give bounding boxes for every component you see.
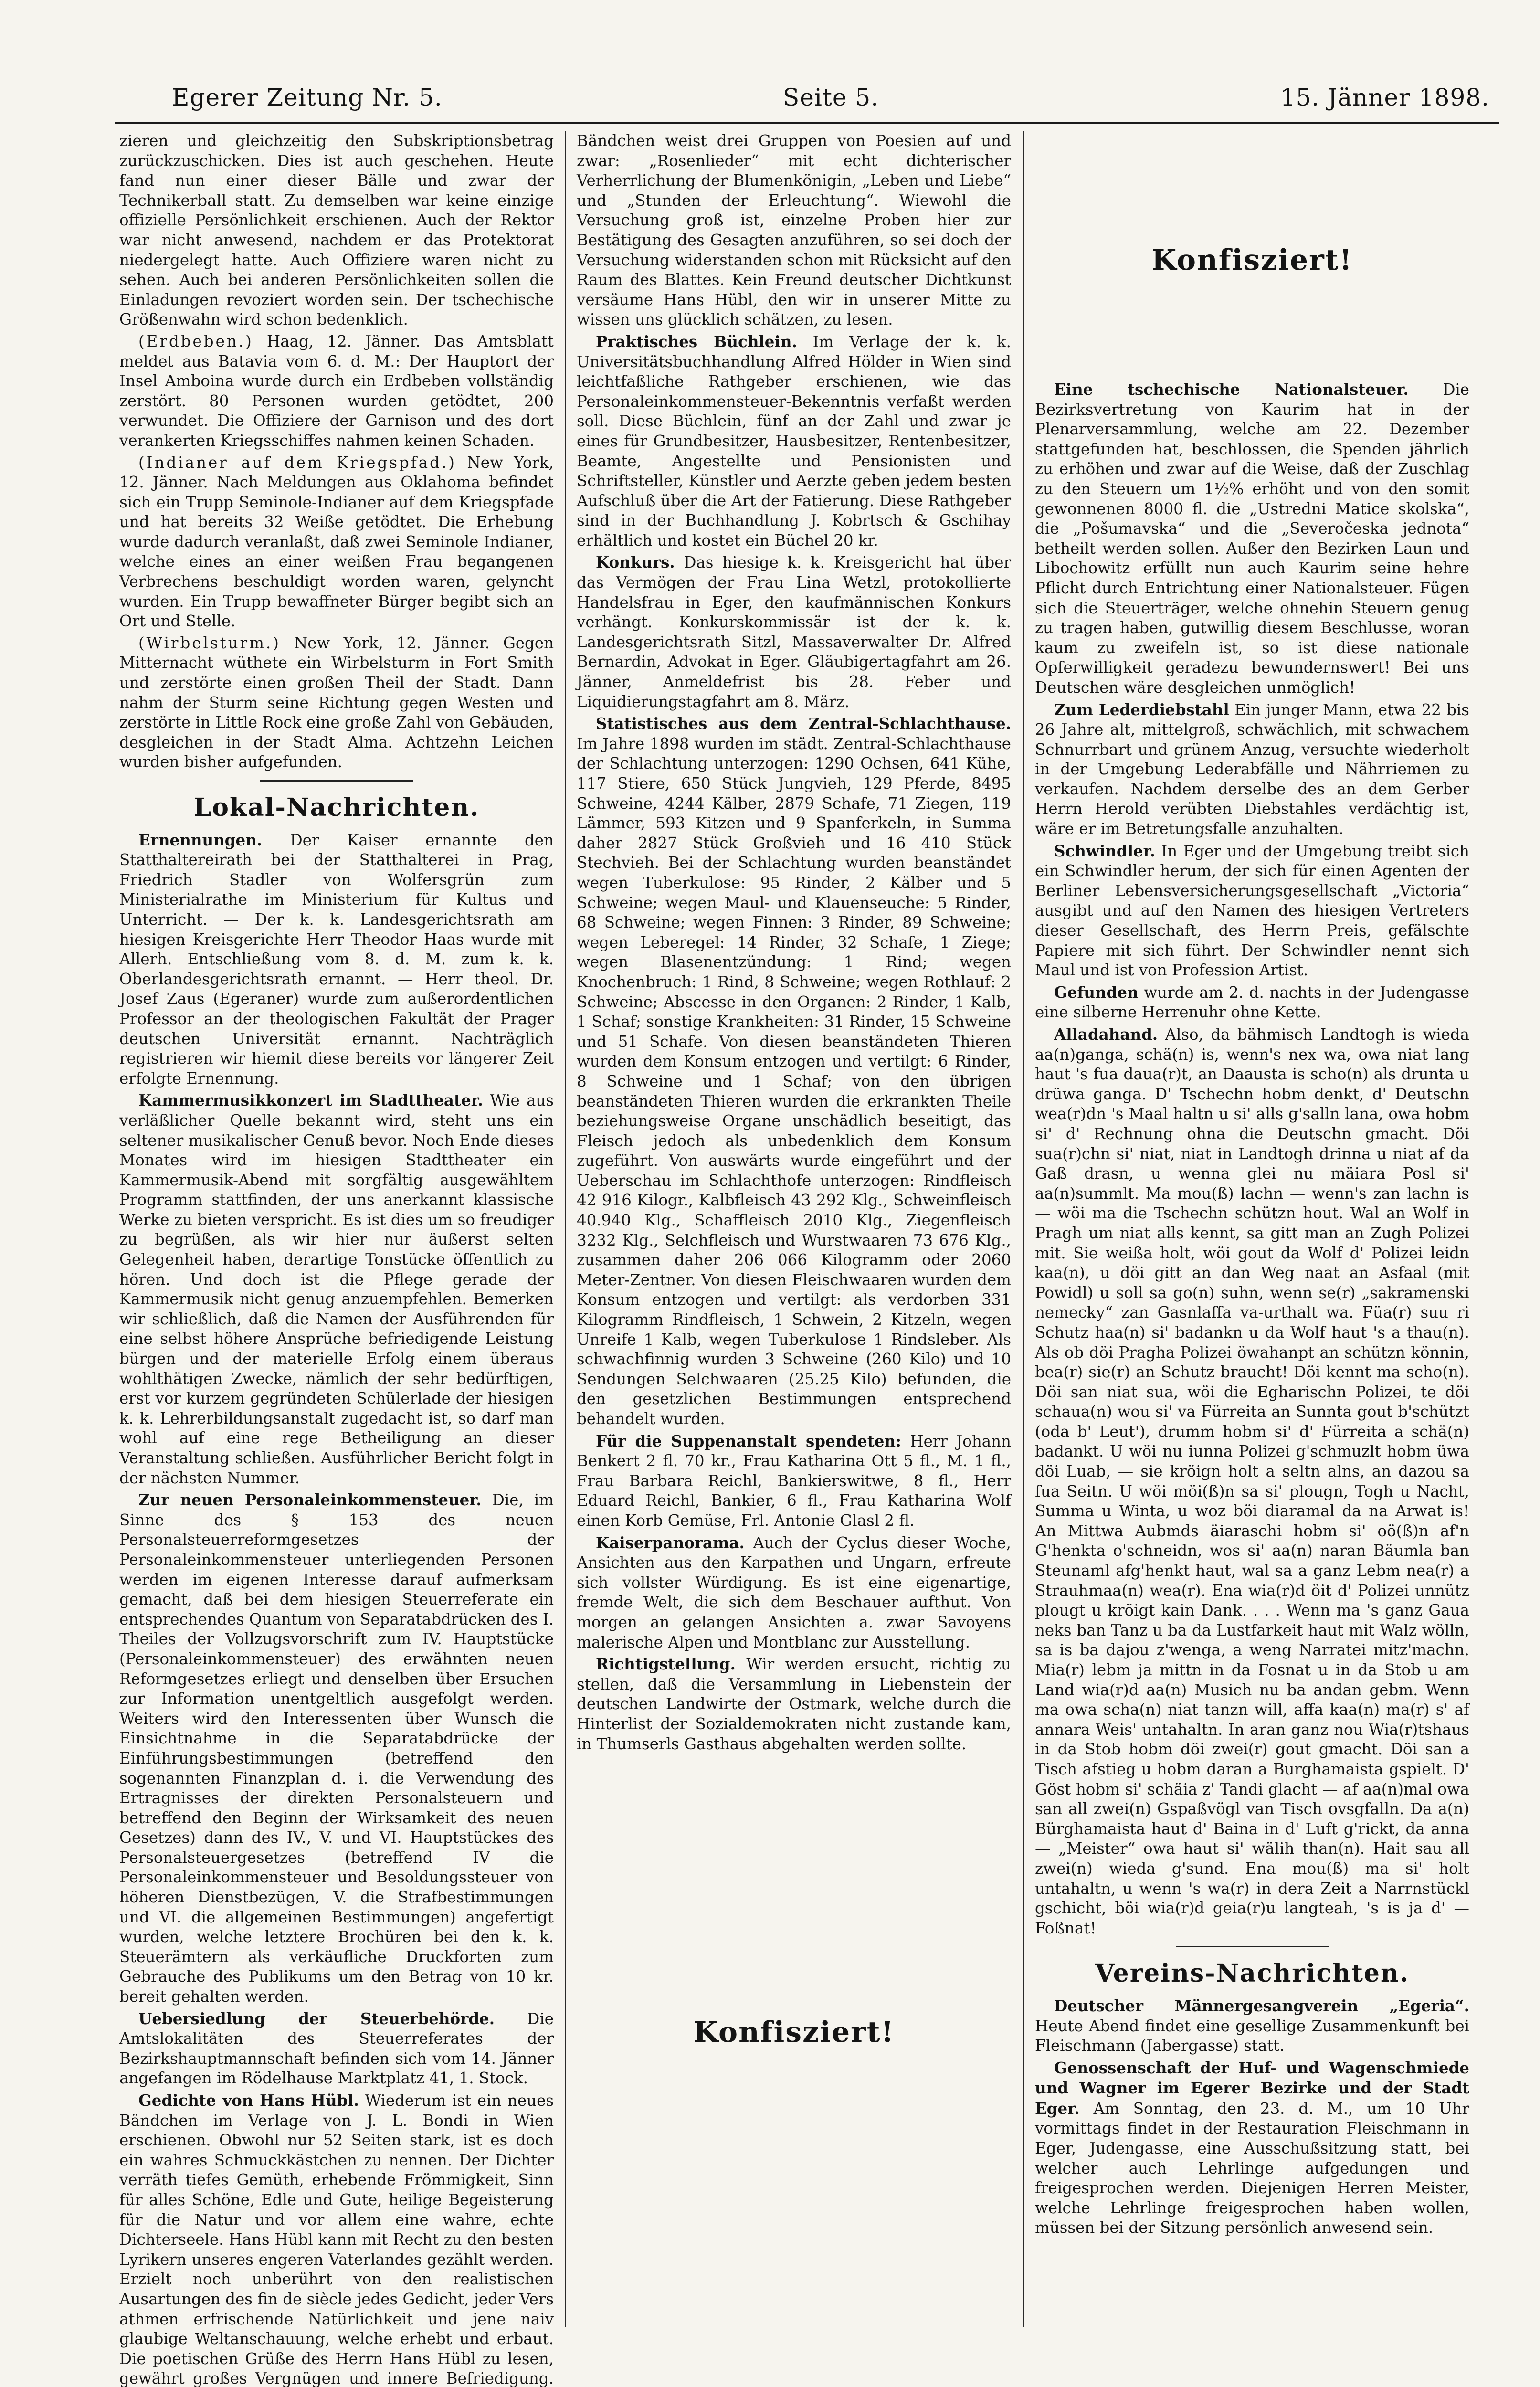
article-lead: Genossenschaft der Huf- und Wagenschmiede und Wagner im Egerer Bezirke und der Stadt Eger. bbox=[1035, 2058, 1469, 2118]
article-egeria bbox=[1035, 1996, 1469, 2056]
article-body: New York, 12. Jänner. Gegen Mitternacht wüthete ein Wirbelsturm in Fort Smith und zerstörte einen großen Theil der Stadt. Dann nahm der Sturm seine Richtung gegen Westen und zerstörte in Little Rock eine große Zahl von Gebäuden, desgleichen in der Stadt Alma. Achtzehn Leichen wurden bisher aufgefunden. bbox=[119, 634, 554, 771]
article-body: Ein junger Mann, etwa 22 bis 26 Jahre alt, mittelgroß, schwächlich, mit schwachem Schnurrbart und grünem Anzug, versuchte wiederholt in der Umgebung Lederabfälle und Nährriemen zu verkaufen. Nachdem derselbe des an dem Gerber Herrn Herold verübten Diebstahles verdächtig ist, wäre er im Betretungsfalle anzuhalten. bbox=[1035, 700, 1469, 838]
article-gedichte bbox=[119, 2091, 554, 2387]
column-2 bbox=[577, 131, 1011, 2327]
article-kaiserpanorama bbox=[577, 1533, 1011, 1653]
article-lead: Eine tschechische Nationalsteuer. bbox=[1054, 380, 1409, 399]
article-lead: Deutscher Männergesangverein „Egeria“. bbox=[1054, 1996, 1469, 2015]
article-richtigstellung bbox=[577, 1654, 1011, 1754]
article-genossenschaft bbox=[1035, 2058, 1469, 2238]
article-statistik bbox=[577, 714, 1011, 1429]
article-lead: (Indianer auf dem Kriegspfad.) bbox=[138, 453, 456, 472]
konfisziert-notice: Konfisziert! bbox=[693, 2015, 895, 2049]
page-header bbox=[115, 84, 1499, 122]
article-lead: Gefunden bbox=[1054, 982, 1139, 1002]
article-body: Wiederum ist ein neues Bändchen im Verlage von J. L. Bondi in Wien erschienen. Obwohl nur 52 Seiten stark, ist es doch ein wahres Schmuckkästchen zu nennen. Der Dichter verräth tiefes Gemüth, erhebende Frömmigkeit, Sinn für alles Schöne, Edle und Gute, heilige Begeisterung für die Natur und vor allem eine wahre, echte Dichterseele. Hans Hübl kann mit Recht zu den besten Lyrikern unseres engeren Vaterlandes gezählt werden. Erzielt noch unberührt von den realistischen Ausartungen des fin de siècle jedes Gedicht, jeder Vers athmen erfrischende Natürlichkeit und jene naiv glaubige Weltanschauung, welche erhebt und erbaut. Die poetischen Grüße des Herrn Hans Hübl zu lesen, gewährt großes Vergnügen und innere Befriedigung. bbox=[119, 2091, 554, 2387]
article-body: Herr Johann Benkert 2 fl. 70 kr., Frau Katharina Ott 5 fl., M. 1 fl., Frau Barbara Reichl, Bankierswitwe, 8 fl., Herr Eduard Reichl, Bankier, 6 fl., Frau Katharina Wolf einen Korb Gemüse, Frl. Antonie Glasl 2 fl. bbox=[577, 1432, 1011, 1530]
article-personalsteuer bbox=[119, 1490, 554, 2007]
article-lead: Zum Lederdiebstahl bbox=[1054, 700, 1229, 719]
issue-date: 15. Jänner 1898. bbox=[1280, 84, 1489, 111]
column-divider bbox=[1023, 131, 1024, 2327]
article-wirbelsturm bbox=[119, 634, 554, 772]
section-rule bbox=[260, 780, 413, 782]
article-lead: Kaiserpanorama. bbox=[596, 1533, 745, 1552]
article-continuation: Bändchen weist drei Gruppen von Poesien auf und zwar: „Rosenlieder“ mit echt dichterischer Verherrlichung der Blumenkönigin, „Leben und Liebe“ und „Stunden der Erleuchtung“. Wiewohl die Versuchung groß ist, einzelne Proben hier zur Bestätigung des Gesagten anzuführen, so sei doch der Versuchung widerstanden schon mit Rücksicht auf den Raum des Blattes. Kein Freund deutscher Dichtkunst versäume Hans Hübl, den wir in unserer Mitte zu wissen uns glücklich schätzen, zu lesen. bbox=[577, 132, 1011, 329]
article-continuation: zieren und gleichzeitig den Subskriptionsbetrag zurückzuschicken. Dies ist auch geschehen. Heute fand nun einer dieser Bälle und zwar der Technikerball statt. Zu demselben war keine einzige offizielle Persönlichkeit erschienen. Auch der Rektor war nicht anwesend, nachdem er das Protektorat niedergelegt hatte. Auch Offiziere waren nicht zu sehen. Auch bei anderen Persönlichkeiten sollen die Einladungen revoziert worden sein. Der tschechische Größenwahn wird schon bedenklich. bbox=[119, 132, 554, 329]
article-lead: Zur neuen Personaleinkommensteuer. bbox=[138, 1490, 482, 1510]
article-lead: Alladahand. bbox=[1054, 1025, 1158, 1044]
article-body: Am Sonntag, den 23. d. M., um 10 Uhr vormittags findet in der Restauration Fleischmann in Eger, Judengasse, eine Ausschußsitzung statt, bei welcher auch Lehrlinge aufgedungen und freigesprochen werden. Diejenigen Herren Meister, welche Lehrlinge freigesprochen haben wollen, müssen bei der Sitzung persönlich anwesend sein. bbox=[1035, 2099, 1469, 2237]
konfisziert-notice: Konfisziert! bbox=[1151, 243, 1353, 277]
article-erdbeben bbox=[119, 332, 554, 451]
article-lead: (Erdbeben.) bbox=[138, 332, 253, 350]
article-lead: Ernennungen. bbox=[138, 830, 263, 849]
article-body: Die Bezirksvertretung von Kaurim hat in der Plenarversammlung, welche am 22. Dezember stattgefunden hat, beschlossen, die Spenden jährlich zu erhöhen und zwar auf die Weise, daß der Zuschlag zu den Steuern um 1½% erhöht und von den somit gewonnenen 8000 fl. die „Ustredni Matice skolska“, die „Pošumavska“ und die „Severočeska jednota“ betheilt werden sollen. Außer den Bezirken Laun und Libochowitz erfüllt nun auch Kaurim seine hehre Pflicht durch Entrichtung einer Nationalsteuer. Fügen sich die Steuerträger, welche ohnehin Steuern genug zu tragen haben, gutwillig diesem Beschlusse, woran kaum zu zweifeln ist, so ist diese nationale Opferwilligkeit geradezu bewundernswert! Bei uns Deutschen wäre desgleichen unmöglich! bbox=[1035, 380, 1469, 697]
article-lead: Gedichte von Hans Hübl. bbox=[138, 2091, 359, 2110]
article-body: Der Kaiser ernannte den Statthaltereirath bei der Statthalterei in Prag, Friedrich Stadler von Wolfersgrün zum Ministerialrathe im Ministerium für Kultus und Unterricht. — Der k. k. Landesgerichtsrath am hiesigen Kreisgerichte Herr Theodor Haas wurde mit Allerh. Entschließung vom 8. d. M. zum k. k. Oberlandesgerichtsrath ernannt. — Herr theol. Dr. Josef Zaus (Egeraner) wurde zum außerordentlichen Professor an der theologischen Fakultät der Prager deutschen Universität ernannt. Nachträglich registrieren wir hiemit diese bereits vor längerer Zeit erfolgte Ernennung. bbox=[119, 831, 554, 1088]
article-body: Also, da bähmisch Landtogh is wieda aa(n)ganga, schä(n) is, wenn's nex wa, owa niat lang haut 's fua daua(r)t, an Daausta is scho(n) als drunta u drüwa ganga. D' Tschechn hobm denkt, d' Deutschn wea(r)dn 's Maal haltn u si' alls g'salln lana, owa hobm si' d' Rechnung ohna die Deutschn gmacht. Döi sua(r)chn si' niat, niat in Landtogh drinna u niat af da Gaß drasn, u wenna glei nu mäiara Posl si' aa(n)summlt. Ma mou(ß) lachn — wenn's zan lachn is — wöi ma die Tschechn schützn hout. Wal an Wolf in Pragh um niat alls kennt, sa gitt man an Zugh Polizei mit. Sie weißa holt, wöi gout da Wolf d' Polizei leidn kaa(n), u döi gitt an dan Weg naat an Asfaal (mit Powidl) u soll sa go(n) suhn, wenn se(r) „sakramenski nemecky“ zan Gasnlaffa va-urthalt wa. Füa(r) suu ri Schutz haa(n) si' badankn u da Wolf haut 's a thau(n). Als ob döi Pragha Polizei öwahanpt an schützn könnin, bea(r) sie(r) an Schutz braucht! Döi kennt ma scho(n). Döi san niat sua, wöi die Egharischn Polizei, te döi schaua(n) wou si' va Fürreita an Sunnta gout b'schützt (oda b' Leut'), drumm hobm si' d' Fürreita a schä(n) badankt. U wöi nu iunna Polizei g'schmuzlt hobm üwa döi Luab, — sie kröign holt a seltn alns, an dazou sa fua Seitn. U wöi möi(ß)n sa si' plougn, Togh u Nacht, Summa u Winta, u woz böi diaramal da na Arwat is! An Mittwa Aubmds äiaraschi hobm si' oö(ß)n af'n G'henkta o'schneidn, wos si' aa(n) naran Bäumla ban Steunaml afg'henkt haut, wal sa a ganz Lebm nea(r) a Strauhmaa(n) wea(r). Ena wia(r)d öit d' Polizei unnütz plougt u kröigt kain Dank. . . . Wenn ma 's ganz Gaua neks ban Tanz u ba da Lustfarkeit haut mit Walz wölln, sa is ba dajou z'wenga, a weng Narratei mitz'machn. Mia(r) lebm ja mittn in da Fosnat u in da Stob u am Land wia(r)d aa(n) Musich nu ba andan gebm. Wenn ma owa scha(n) niat tanzn will, affa kaa(n) ma(r) s' af annara Weis' untahaltn. In aran ganz nou Wia(r)tshaus in da Stob hobm döi zwei(r) gout gmacht. Döi san a Tisch afstieg u hobm daran a Burghamaista gspielt. D' Göst hobm si' schäia z' Tandi glacht — af aa(n)mal owa san all zwei(n) Gspaßvögl van Tisch ovsgfalln. Da a(n) Bürghamaista haut d' Baina in d' Luft g'rickt, da anna — „Meister“ owa haut si' wälih than(n). Hait sau all zwei(n) wieda g'sund. Ena mou(ß) ma si' holt untahaltn, u wenn 's wa(r) in dera Zeit a Narrnstückl gschicht, böi wia(r)d geia(r)u langteah, 's is ja d' — Foßnat! bbox=[1035, 1025, 1469, 1937]
article-ernennungen bbox=[119, 830, 554, 1089]
article-body: Wie aus verläßlicher Quelle bekannt wird, steht uns ein seltener musikalischer Genuß bevor. Noch Ende dieses Monates wird im hiesigen Stadttheater ein Kammermusik-Abend mit sorgfältig ausgewähltem Programm stattfinden, der uns anerkannt klassische Werke zu bieten verspricht. Es ist dies um so freudiger zu begrüßen, als wir hier nur äußerst selten Gelegenheit haben, derartige Tonstücke öffentlich zu hören. Und doch ist die Pflege gerade der Kammermusik nicht genug anzuempfehlen. Bemerken wir schließlich, daß die Namen der Ausführenden für eine selbst höhere Ansprüche befriedigende Leistung bürgen und der materielle Erfolg einem überaus wohlthätigen Zwecke, nämlich der sehr bedürftigen, erst vor kurzem gegründeten Schülerlade der hiesigen k. k. Lehrerbildungsanstalt zugedacht ist, so darf man wohl auf eine rege Betheiligung an dieser Veranstaltung schließen. Ausführlicher Bericht folgt in der nächsten Nummer. bbox=[119, 1091, 554, 1487]
article-body: New York, 12. Jänner. Nach Meldungen aus Oklahoma befindet sich ein Trupp Seminole-Indianer auf dem Kriegspfade und hat bereits 32 Weiße getödtet. Die Erhebung wurde dadurch veranlaßt, daß zwei Seminole Indianer, welche eines an einer weißen Frau begangenen Verbrechens beschuldigt worden waren, gelyncht wurden. Ein Trupp bewaffneter Bürger begibt sich an Ort und Stelle. bbox=[119, 453, 554, 631]
article-schwindler bbox=[1035, 841, 1469, 981]
article-lead: Uebersiedlung der Steuerbehörde. bbox=[138, 2009, 495, 2028]
column-3 bbox=[1035, 131, 1469, 2327]
article-lead: Kammermusikkonzert im Stadttheater. bbox=[138, 1091, 484, 1110]
article-alladahand bbox=[1035, 1025, 1469, 1938]
article-body: In Eger und der Umgebung treibt sich ein Schwindler herum, der sich für einen Agenten der Berliner Lebensversicherungsgesellschaft „Victoria“ ausgibt und auf den Namen des hiesigen Vertreters dieser Gesellschaft, des Herrn Preis, gefälschte Papiere mit sich führt. Der Schwindler nennt sich Maul und ist von Profession Artist. bbox=[1035, 842, 1469, 980]
section-title-lokal: Lokal-Nachrichten. bbox=[193, 793, 480, 822]
section-rule bbox=[1176, 1946, 1329, 1947]
article-lead: (Wirbelsturm.) bbox=[138, 634, 281, 652]
article-indianer bbox=[119, 453, 554, 632]
article-lead: Richtigstellung. bbox=[596, 1655, 736, 1674]
article-body: Heute Abend findet eine gesellige Zusammenkunft bei Fleischmann (Jabergasse) statt. bbox=[1035, 2017, 1469, 2055]
article-lead: Statistisches aus dem Zentral-Schlachthause. bbox=[596, 714, 1011, 733]
column-divider bbox=[565, 131, 566, 2327]
article-body: Die, im Sinne des § 153 des neuen Personalsteuerreformgesetzes der Personaleinkommensteuer unterliegenden Personen werden im eigenen Interesse darauf aufmerksam gemacht, daß bei dem hiesigen Steuerreferate ein entsprechendes Quantum von Separatabdrücken des I. Theiles der Vollzugsvorschrift zum IV. Hauptstücke (Personaleinkommensteuer) des erwähnten neuen Reformgesetzes erliegt und denselben über Ersuchen zur Information unentgeltlich ausgefolgt werden. Weiters wird den Interessenten über Wunsch die Einsichtnahme in die Separatabdrücke der Einführungsbestimmungen (betreffend den sogenannten Finanzplan d. i. die Verwendung des Ertragnisses der direkten Personalsteuern und betreffend den Beginn der Wirksamkeit des neuen Gesetzes) dann des IV., V. und VI. Hauptstückes des Personalsteuergesetzes (betreffend IV die Personaleinkommensteuer und Besoldungssteuer von höheren Dienstbezügen, V. die Strafbestimmungen und VI. die allgemeinen Bestimmungen) angefertigt wurden, welche letztere Brochüren bei den k. k. Steuerämtern als verkäufliche Druckforten zum Gebrauche des Publikums um den Betrag von 10 kr. bereit gehalten werden. bbox=[119, 1491, 554, 2006]
article-body: Das hiesige k. k. Kreisgericht hat über das Vermögen der Frau Lina Wetzl, protokollierte Handelsfrau in Eger, den kaufmännischen Konkurs verhängt. Konkurskommissär ist der k. k. Landesgerichtsrath Sitzl, Massaverwalter Dr. Alfred Bernardin, Advokat in Eger. Gläubigertagfahrt am 26. Jänner, Anmeldefrist bis 28. Feber und Liquidierungstagfahrt am 8. März. bbox=[577, 553, 1011, 711]
article-lead: Praktisches Büchlein. bbox=[596, 332, 797, 351]
article-body: Im Verlage der k. k. Universitätsbuchhandlung Alfred Hölder in Wien sind leichtfaßliche Rathgeber erschienen, wie das Personaleinkommensteuer-Bekenntnis verfaßt werden soll. Diese Büchlein, fünf an der Zahl und zwar je eines für Grundbesitzer, Hausbesitzer, Rentenbesitzer, Beamte, Angestellte und Pensionisten und Schriftsteller, Künstler und Aerzte geben jedem besten Aufschluß über die Art der Fatierung. Diese Rathgeber sind in der Buchhandlung J. Kobrtsch & Gschihay erhältlich und kostet ein Büchel 20 kr. bbox=[577, 332, 1011, 549]
article-lead: Konkurs. bbox=[596, 553, 675, 572]
article-kammermusik bbox=[119, 1090, 554, 1488]
article-body: wurde am 2. d. nachts in der Judengasse eine silberne Herrenuhr ohne Kette. bbox=[1035, 983, 1469, 1022]
article-body: Auch der Cyclus dieser Woche, Ansichten aus den Karpathen und Ungarn, erfreute sich vollster Würdigung. Es ist eine eigenartige, fremde Welt, die sich dem Beschauer aufthut. Von morgen an gelangen Ansichten a. zwar Savoyens malerische Alpen und Montblanc zur Ausstellung. bbox=[577, 1533, 1011, 1651]
article-konkurs bbox=[577, 552, 1011, 712]
article-body: Haag, 12. Jänner. Das Amtsblatt meldet aus Batavia vom 6. d. M.: Der Hauptort der Insel Amboina wurde durch ein Erdbeben vollständig zerstört. 80 Personen wurden getödtet, 200 verwundet. Die Offiziere der Garnison und des dort verankerten Kriegsschiffes nahmen keinen Schaden. bbox=[119, 332, 554, 450]
article-uebersiedlung bbox=[119, 2009, 554, 2089]
article-gefunden bbox=[1035, 982, 1469, 1023]
column-1 bbox=[119, 131, 554, 2387]
section-title-vereine: Vereins-Nachrichten. bbox=[1095, 1959, 1409, 1988]
article-lead: Schwindler. bbox=[1054, 841, 1156, 860]
header-rule bbox=[115, 122, 1499, 124]
article-body: Wir werden ersucht, richtig zu stellen, daß die Versammlung in Liebenstein der deutschen Landwirte der Ostmark, welche durch die Hinterlist der Sozialdemokraten nicht zustande kam, in Thumserls Gasthaus abgehalten werden sollte. bbox=[577, 1655, 1011, 1753]
article-lederdiebstahl bbox=[1035, 700, 1469, 839]
article-nationalsteuer bbox=[1035, 380, 1469, 698]
page-number: Seite 5. bbox=[783, 84, 879, 111]
article-suppenanstalt bbox=[577, 1431, 1011, 1531]
article-buechlein bbox=[577, 332, 1011, 551]
article-lead: Für die Suppenanstalt spendeten: bbox=[596, 1431, 902, 1450]
newspaper-name: Egerer Zeitung Nr. 5. bbox=[172, 84, 443, 111]
article-body: Im Jahre 1898 wurden im städt. Zentral-Schlachthause der Schlachtung unterzogen: 1290 Ochsen, 641 Kühe, 117 Stiere, 650 Stück Jungvieh, 129 Pferde, 8495 Schweine, 4244 Kälber, 2879 Schafe, 71 Ziegen, 119 Lämmer, 593 Kitzen und 9 Spanferkeln, in Summa daher 2827 Stück Großvieh und 16 410 Stück Stechvieh. Bei der Schlachtung wurden beanständet wegen Tuberkulose: 95 Rinder, 2 Kälber und 5 Schweine; wegen Maul- und Klauenseuche: 5 Rinder, 68 Schweine; wegen Finnen: 3 Rinder, 89 Schweine; wegen Leberegel: 14 Rinder, 32 Schafe, 1 Ziege; wegen Blasenentzündung: 1 Rind; wegen Knochenbruch: 1 Rind, 8 Schweine; wegen Rothlauf: 2 Schweine; Abscesse in den Organen: 2 Rinder, 1 Kalb, 1 Schaf; sonstige Krankheiten: 31 Rinder, 15 Schweine und 51 Schafe. Von diesen beanständeten Thieren wurden dem Konsum entzogen und vertilgt: 6 Rinder, 8 Schweine und 1 Schaf; von den übrigen beanständeten Thieren wurden die erkrankten Theile beziehungsweise Organe unschädlich beseitigt, das Fleisch jedoch als unbedenklich dem Konsum zugeführt. Von auswärts wurde eingeführt und der Ueberschau im Schlachthofe unterzogen: Rindfleisch 42 916 Kilogr., Kalbfleisch 43 292 Klg., Schweinfleisch 40.940 Klg., Schaffleisch 2010 Klg., Ziegenfleisch 3232 Klg., Selchfleisch und Wurstwaaren 73 676 Klg., zusammen daher 206 066 Kilogramm oder 2060 Meter-Zentner. Von diesen Fleischwaaren wurden dem Konsum entzogen und vertilgt: als verdorben 331 Kilogramm Rindfleisch, 1 Schwein, 2 Kitzeln, wegen Unreife 1 Kalb, wegen Tuberkulose 1 Rindsleber. Als schwachfinnig wurden 3 Schweine (260 Kilo) und 10 Sendungen Selchwaaren (25.25 Kilo) befunden, die den gesetzlichen Bestimmungen entsprechend behandelt wurden. bbox=[577, 734, 1011, 1428]
article-body: Die Amtslokalitäten des Steuerreferates der Bezirkshauptmannschaft befinden sich vom 14. Jänner angefangen im Rödelhause Marktplatz 41, 1. Stock. bbox=[119, 2009, 554, 2088]
